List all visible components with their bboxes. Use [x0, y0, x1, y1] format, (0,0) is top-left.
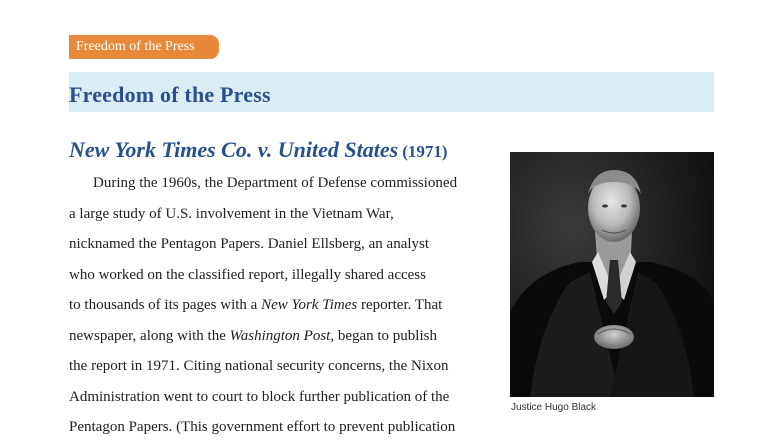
body-line: nicknamed the Pentagon Papers. Daniel Ellsberg, an analyst	[69, 236, 430, 252]
body-line: Administration went to court to block further publication of the	[69, 388, 450, 405]
body-text-run: newspaper, along with the	[69, 327, 230, 344]
body-line: During the 1960s, the Department of Defense commissioned	[93, 175, 458, 191]
body-text	[69, 168, 499, 443]
case-year: (1971)	[402, 142, 448, 161]
section-title: Freedom of the Press	[69, 82, 271, 107]
newspaper-title: New York Times	[261, 297, 358, 313]
case-name: New York Times Co. v. United States	[69, 137, 399, 162]
body-line: who worked on the classified report, illegally shared access	[69, 266, 426, 283]
case-heading	[69, 136, 448, 167]
body-text-run: to thousands of its pages with a	[69, 297, 262, 313]
portrait-photo	[510, 152, 714, 397]
section-tag	[69, 35, 219, 59]
newspaper-title: Washington Post	[229, 327, 331, 344]
section-banner	[69, 72, 714, 112]
body-line	[69, 290, 499, 321]
body-text-run: reporter. That	[357, 297, 443, 313]
photo-caption: Justice Hugo Black	[511, 402, 597, 413]
body-line: the report in 1971. Citing national security concerns, the Nixon	[69, 358, 449, 374]
section-tag-label: Freedom of the Press	[76, 39, 195, 54]
body-text-run: , began to publish	[330, 327, 437, 344]
body-line	[69, 321, 499, 352]
body-line: Pentagon Papers. (This government effort to prevent publication	[69, 419, 456, 435]
body-line: a large study of U.S. involvement in the Vietnam War,	[69, 205, 394, 222]
